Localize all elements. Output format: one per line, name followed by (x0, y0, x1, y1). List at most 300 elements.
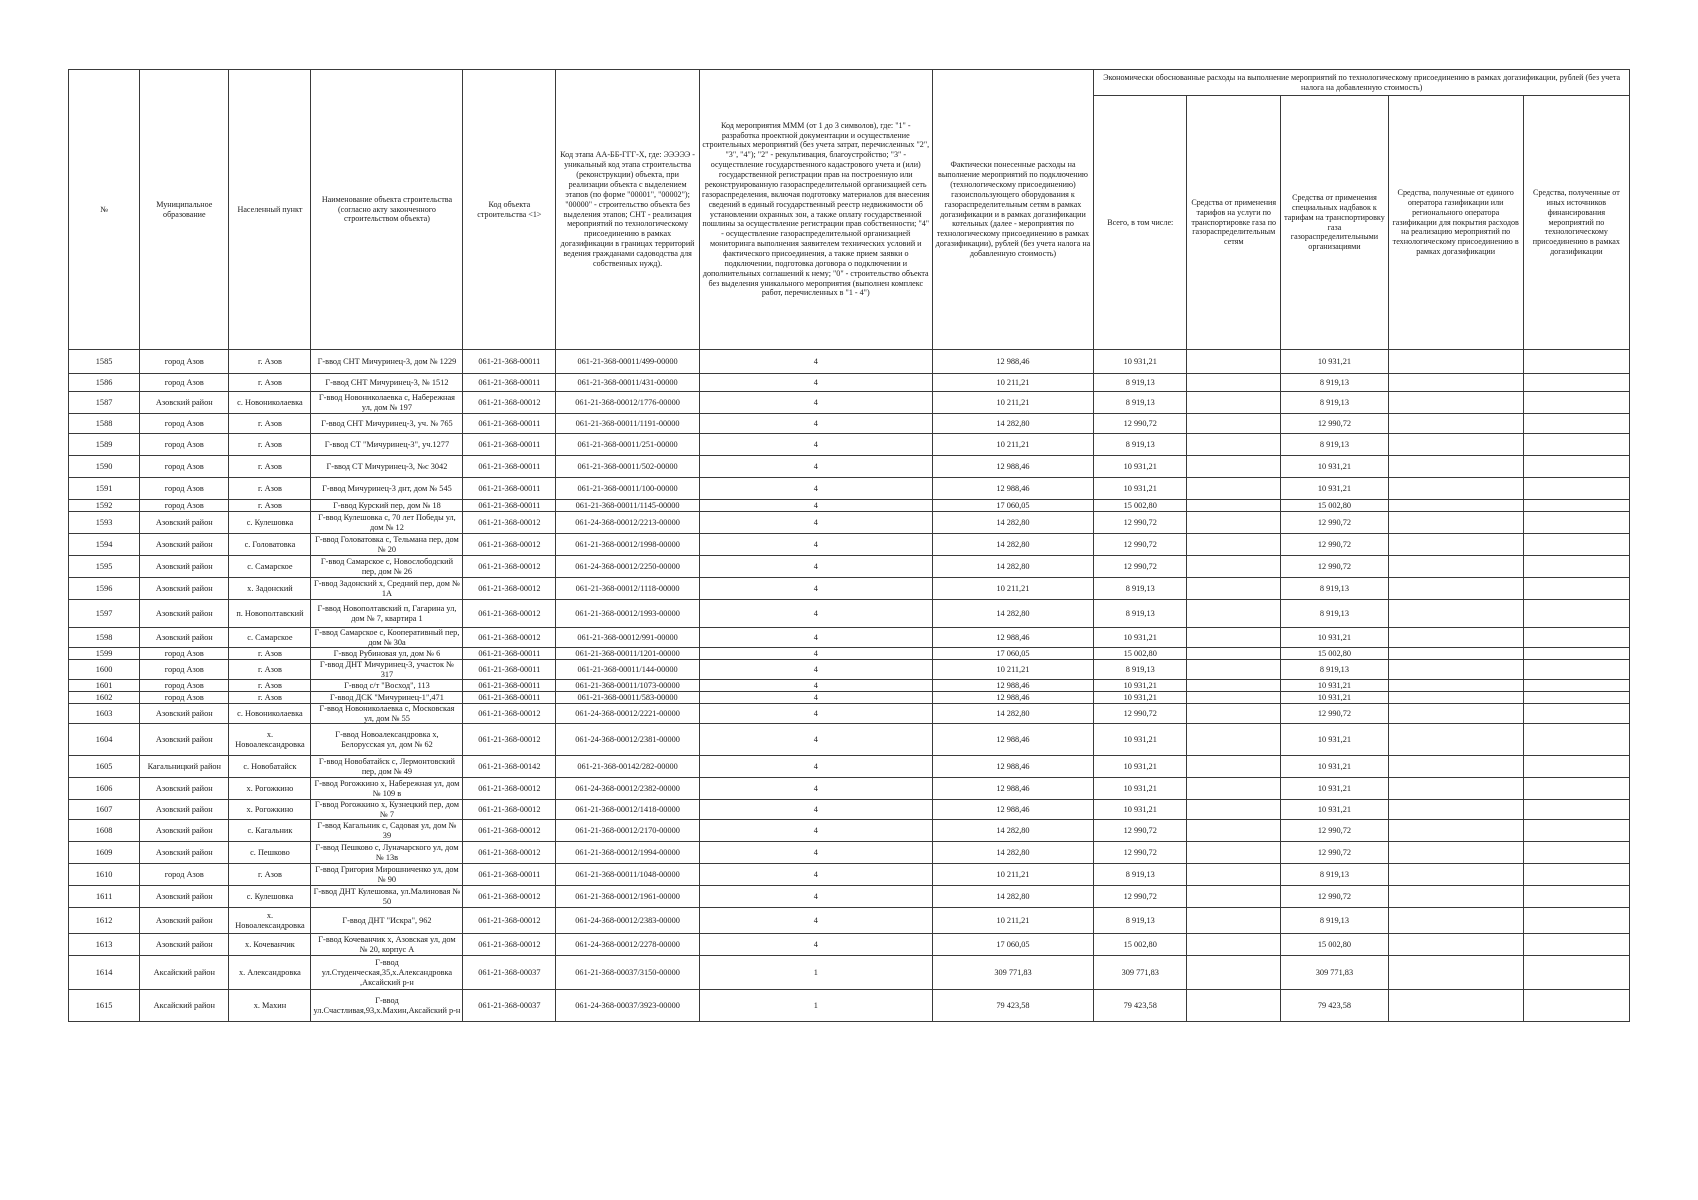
row-operator-funds (1388, 556, 1523, 578)
row-num: 1592 (69, 500, 140, 512)
table-body (69, 350, 1630, 1022)
row-object-code: 061-21-368-00011 (463, 350, 556, 374)
row-other-funds (1523, 434, 1629, 456)
row-object-name: Г-ввод ДСК "Мичуринец-1",471 (311, 692, 463, 704)
row-object-code: 061-21-368-00012 (463, 934, 556, 956)
row-municipality: город Азов (140, 864, 229, 886)
row-municipality: город Азов (140, 414, 229, 434)
row-stage-code: 061-21-368-00011/1191-00000 (556, 414, 700, 434)
row-actual-costs: 14 282,80 (932, 556, 1094, 578)
row-operator-funds (1388, 350, 1523, 374)
header-stage-code: Код этапа АА-ББ-ГГГ-Х, где: ЭЭЭЭЭ - уникальный код этапа строительства (реконструкции) объекта, при реализации объекта с выделением этапов (по форме "00001", "00002"); "00000" - строительство объекта без выделения этапов; СНТ - реализация мероприятий по технологическому присоединению в рамках догазификации в границах территорий ведения гражданами садоводства для собственных нужд). (556, 70, 700, 350)
row-tariff-funds (1187, 478, 1281, 500)
row-surcharge-funds: 10 931,21 (1281, 456, 1388, 478)
row-num: 1591 (69, 478, 140, 500)
row-operator-funds (1388, 800, 1523, 820)
row-operator-funds (1388, 434, 1523, 456)
row-surcharge-funds: 10 931,21 (1281, 724, 1388, 756)
row-object-name: Г-ввод СНТ Мичуринец-3, № 1512 (311, 374, 463, 392)
table-row (69, 434, 1630, 456)
row-total: 12 990,72 (1094, 534, 1187, 556)
row-surcharge-funds: 12 990,72 (1281, 414, 1388, 434)
row-object-code: 061-21-368-00011 (463, 374, 556, 392)
row-total: 10 931,21 (1094, 756, 1187, 778)
table-row (69, 478, 1630, 500)
row-tariff-funds (1187, 456, 1281, 478)
row-surcharge-funds: 8 919,13 (1281, 908, 1388, 934)
row-num: 1598 (69, 628, 140, 648)
row-settlement: с. Новониколаевка (229, 704, 311, 724)
table-row (69, 414, 1630, 434)
table-row (69, 864, 1630, 886)
row-actual-costs: 12 988,46 (932, 800, 1094, 820)
row-surcharge-funds: 8 919,13 (1281, 434, 1388, 456)
header-num: № (69, 70, 140, 350)
row-other-funds (1523, 512, 1629, 534)
row-event-code: 4 (699, 414, 932, 434)
row-tariff-funds (1187, 434, 1281, 456)
row-surcharge-funds: 12 990,72 (1281, 534, 1388, 556)
row-other-funds (1523, 534, 1629, 556)
row-tariff-funds (1187, 800, 1281, 820)
row-other-funds (1523, 350, 1629, 374)
row-surcharge-funds: 8 919,13 (1281, 374, 1388, 392)
row-num: 1599 (69, 648, 140, 660)
row-total: 15 002,80 (1094, 648, 1187, 660)
row-stage-code: 061-24-368-00012/2221-00000 (556, 704, 700, 724)
row-settlement: х. Кочеванчик (229, 934, 311, 956)
row-actual-costs: 12 988,46 (932, 478, 1094, 500)
row-municipality: город Азов (140, 434, 229, 456)
row-operator-funds (1388, 756, 1523, 778)
row-total: 10 931,21 (1094, 800, 1187, 820)
row-stage-code: 061-21-368-00011/1073-00000 (556, 680, 700, 692)
row-total: 10 931,21 (1094, 680, 1187, 692)
row-tariff-funds (1187, 628, 1281, 648)
row-tariff-funds (1187, 374, 1281, 392)
row-operator-funds (1388, 660, 1523, 680)
row-operator-funds (1388, 934, 1523, 956)
row-settlement: г. Азов (229, 414, 311, 434)
row-actual-costs: 14 282,80 (932, 414, 1094, 434)
row-surcharge-funds: 10 931,21 (1281, 756, 1388, 778)
row-event-code: 4 (699, 512, 932, 534)
row-actual-costs: 12 988,46 (932, 680, 1094, 692)
row-actual-costs: 17 060,05 (932, 500, 1094, 512)
table-row (69, 374, 1630, 392)
row-event-code: 4 (699, 374, 932, 392)
row-settlement: х. Рогожкино (229, 800, 311, 820)
row-object-name: Г-ввод ДНТ Кулешовка, ул.Малиновая № 50 (311, 886, 463, 908)
row-tariff-funds (1187, 842, 1281, 864)
row-actual-costs: 10 211,21 (932, 392, 1094, 414)
row-object-name: Г-ввод Пешково с, Луначарского ул, дом № 13в (311, 842, 463, 864)
row-settlement: г. Азов (229, 500, 311, 512)
row-settlement: г. Азов (229, 478, 311, 500)
row-stage-code: 061-21-368-00012/1118-00000 (556, 578, 700, 600)
table-row (69, 600, 1630, 628)
row-municipality: Азовский район (140, 628, 229, 648)
table-row (69, 886, 1630, 908)
row-tariff-funds (1187, 934, 1281, 956)
row-actual-costs: 12 988,46 (932, 756, 1094, 778)
row-municipality: Азовский район (140, 724, 229, 756)
row-stage-code: 061-21-368-00012/1961-00000 (556, 886, 700, 908)
row-municipality: Азовский район (140, 578, 229, 600)
row-tariff-funds (1187, 600, 1281, 628)
row-actual-costs: 17 060,05 (932, 648, 1094, 660)
header-tariff-funds: Средства от применения тарифов на услуги по транспортировке газа по газораспределительным сетям (1187, 96, 1281, 350)
row-surcharge-funds: 8 919,13 (1281, 578, 1388, 600)
row-num: 1590 (69, 456, 140, 478)
row-num: 1586 (69, 374, 140, 392)
table-row (69, 842, 1630, 864)
row-num: 1585 (69, 350, 140, 374)
row-total: 12 990,72 (1094, 886, 1187, 908)
row-operator-funds (1388, 724, 1523, 756)
row-municipality: город Азов (140, 456, 229, 478)
row-stage-code: 061-21-368-00011/583-00000 (556, 692, 700, 704)
row-actual-costs: 10 211,21 (932, 660, 1094, 680)
row-operator-funds (1388, 578, 1523, 600)
header-operator-funds: Средства, полученные от единого оператора газификации или регионального оператора газификации для покрытия расходов на реализацию мероприятий по технологическому присоединению в рамках догазификации (1388, 96, 1523, 350)
table-row (69, 500, 1630, 512)
row-other-funds (1523, 724, 1629, 756)
table-row (69, 800, 1630, 820)
row-num: 1601 (69, 680, 140, 692)
row-object-code: 061-21-368-00011 (463, 478, 556, 500)
row-settlement: х. Махин (229, 990, 311, 1022)
row-object-name: Г-ввод ул.Студенческая,35,х.Александровка ,Аксайский р-н (311, 956, 463, 990)
row-object-code: 061-21-368-00011 (463, 680, 556, 692)
row-object-code: 061-21-368-00012 (463, 704, 556, 724)
row-total: 309 771,83 (1094, 956, 1187, 990)
row-surcharge-funds: 8 919,13 (1281, 600, 1388, 628)
row-event-code: 4 (699, 724, 932, 756)
row-event-code: 4 (699, 934, 932, 956)
row-operator-funds (1388, 886, 1523, 908)
row-total: 12 990,72 (1094, 820, 1187, 842)
row-surcharge-funds: 15 002,80 (1281, 648, 1388, 660)
row-municipality: Азовский район (140, 820, 229, 842)
row-object-name: Г-ввод Новоалександровка х, Белорусская ул, дом № 62 (311, 724, 463, 756)
row-num: 1611 (69, 886, 140, 908)
row-object-code: 061-21-368-00012 (463, 534, 556, 556)
row-operator-funds (1388, 956, 1523, 990)
row-object-code: 061-21-368-00037 (463, 956, 556, 990)
header-settlement: Населенный пункт (229, 70, 311, 350)
row-municipality: Азовский район (140, 934, 229, 956)
row-municipality: Азовский район (140, 512, 229, 534)
row-event-code: 4 (699, 864, 932, 886)
row-event-code: 4 (699, 908, 932, 934)
table-row (69, 990, 1630, 1022)
row-object-code: 061-21-368-00012 (463, 578, 556, 600)
row-num: 1607 (69, 800, 140, 820)
row-stage-code: 061-21-368-00011/1048-00000 (556, 864, 700, 886)
row-actual-costs: 12 988,46 (932, 778, 1094, 800)
row-municipality: Азовский район (140, 392, 229, 414)
row-operator-funds (1388, 414, 1523, 434)
row-municipality: Азовский район (140, 600, 229, 628)
row-event-code: 4 (699, 692, 932, 704)
row-stage-code: 061-21-368-00012/1993-00000 (556, 600, 700, 628)
row-actual-costs: 14 282,80 (932, 820, 1094, 842)
table-row (69, 908, 1630, 934)
row-municipality: город Азов (140, 478, 229, 500)
row-tariff-funds (1187, 778, 1281, 800)
row-tariff-funds (1187, 704, 1281, 724)
table-row (69, 578, 1630, 600)
row-object-name: Г-ввод Головатовка с, Тельмана пер, дом № 20 (311, 534, 463, 556)
row-settlement: х. Задонский (229, 578, 311, 600)
row-municipality: Аксайский район (140, 990, 229, 1022)
row-event-code: 4 (699, 628, 932, 648)
row-other-funds (1523, 956, 1629, 990)
row-stage-code: 061-21-368-00011/431-00000 (556, 374, 700, 392)
row-stage-code: 061-24-368-00012/2383-00000 (556, 908, 700, 934)
row-operator-funds (1388, 990, 1523, 1022)
row-surcharge-funds: 10 931,21 (1281, 800, 1388, 820)
row-object-code: 061-21-368-00012 (463, 600, 556, 628)
row-object-name: Г-ввод Новониколаевка с, Московская ул, дом № 55 (311, 704, 463, 724)
table-row (69, 392, 1630, 414)
row-settlement: х. Новоалександровка (229, 724, 311, 756)
row-surcharge-funds: 309 771,83 (1281, 956, 1388, 990)
row-municipality: город Азов (140, 692, 229, 704)
row-object-code: 061-21-368-00012 (463, 778, 556, 800)
row-surcharge-funds: 12 990,72 (1281, 704, 1388, 724)
row-settlement: х. Новоалександровка (229, 908, 311, 934)
row-event-code: 4 (699, 680, 932, 692)
row-actual-costs: 10 211,21 (932, 864, 1094, 886)
row-total: 8 919,13 (1094, 392, 1187, 414)
row-other-funds (1523, 934, 1629, 956)
row-object-name: Г-ввод Задонский х, Средний пер, дом № 1А (311, 578, 463, 600)
row-object-name: Г-ввод СНТ Мичуринец-3, уч. № 765 (311, 414, 463, 434)
row-num: 1603 (69, 704, 140, 724)
row-operator-funds (1388, 842, 1523, 864)
row-other-funds (1523, 392, 1629, 414)
row-settlement: г. Азов (229, 648, 311, 660)
row-settlement: с. Пешково (229, 842, 311, 864)
row-object-name: Г-ввод ул.Счастливая,93,х.Махин,Аксайский р-н (311, 990, 463, 1022)
row-num: 1613 (69, 934, 140, 956)
row-municipality: Кагальницкий район (140, 756, 229, 778)
row-settlement: г. Азов (229, 680, 311, 692)
row-other-funds (1523, 704, 1629, 724)
row-object-name: Г-ввод Кочеванчик х, Азовская ул, дом № 20, корпус А (311, 934, 463, 956)
row-event-code: 4 (699, 778, 932, 800)
row-num: 1587 (69, 392, 140, 414)
row-num: 1589 (69, 434, 140, 456)
header-object-code: Код объекта строительства <1> (463, 70, 556, 350)
row-municipality: Азовский район (140, 800, 229, 820)
row-other-funds (1523, 374, 1629, 392)
row-stage-code: 061-21-368-00012/1776-00000 (556, 392, 700, 414)
row-actual-costs: 10 211,21 (932, 434, 1094, 456)
row-object-name: Г-ввод СНТ Мичуринец-3, дом № 1229 (311, 350, 463, 374)
row-object-code: 061-21-368-00011 (463, 434, 556, 456)
row-operator-funds (1388, 648, 1523, 660)
row-stage-code: 061-24-368-00012/2381-00000 (556, 724, 700, 756)
row-num: 1595 (69, 556, 140, 578)
row-municipality: Азовский район (140, 534, 229, 556)
row-object-code: 061-21-368-00012 (463, 886, 556, 908)
row-event-code: 4 (699, 350, 932, 374)
table-header (69, 70, 1630, 350)
row-actual-costs: 14 282,80 (932, 512, 1094, 534)
table-row (69, 692, 1630, 704)
row-total: 8 919,13 (1094, 374, 1187, 392)
row-operator-funds (1388, 374, 1523, 392)
row-stage-code: 061-24-368-00037/3923-00000 (556, 990, 700, 1022)
row-object-name: Г-ввод Рогожкино х, Набережная ул, дом № 109 в (311, 778, 463, 800)
row-event-code: 4 (699, 456, 932, 478)
row-num: 1593 (69, 512, 140, 534)
table-row (69, 680, 1630, 692)
row-object-name: Г-ввод ДНТ Мичуринец-3, участок № 317 (311, 660, 463, 680)
row-operator-funds (1388, 392, 1523, 414)
row-event-code: 4 (699, 578, 932, 600)
row-stage-code: 061-21-368-00142/282-00000 (556, 756, 700, 778)
row-stage-code: 061-24-368-00012/2382-00000 (556, 778, 700, 800)
row-surcharge-funds: 79 423,58 (1281, 990, 1388, 1022)
row-object-code: 061-21-368-00011 (463, 692, 556, 704)
row-tariff-funds (1187, 660, 1281, 680)
table-row (69, 956, 1630, 990)
table-row (69, 556, 1630, 578)
table-row (69, 456, 1630, 478)
row-settlement: с. Самарское (229, 628, 311, 648)
row-object-code: 061-21-368-00012 (463, 724, 556, 756)
row-total: 15 002,80 (1094, 934, 1187, 956)
row-num: 1588 (69, 414, 140, 434)
table-row (69, 628, 1630, 648)
row-municipality: Аксайский район (140, 956, 229, 990)
row-tariff-funds (1187, 756, 1281, 778)
row-total: 12 990,72 (1094, 842, 1187, 864)
row-stage-code: 061-21-368-00011/1145-00000 (556, 500, 700, 512)
table-row (69, 778, 1630, 800)
row-surcharge-funds: 15 002,80 (1281, 500, 1388, 512)
row-surcharge-funds: 8 919,13 (1281, 392, 1388, 414)
row-object-code: 061-21-368-00012 (463, 392, 556, 414)
header-surcharge-funds: Средства от применения специальных надбавок к тарифам на транспортировку газа газораспределительными организациями (1281, 96, 1388, 350)
row-tariff-funds (1187, 820, 1281, 842)
data-table (68, 69, 1630, 1022)
row-operator-funds (1388, 864, 1523, 886)
row-surcharge-funds: 12 990,72 (1281, 820, 1388, 842)
row-stage-code: 061-24-368-00012/2278-00000 (556, 934, 700, 956)
header-municipality: Муниципальное образование (140, 70, 229, 350)
row-num: 1602 (69, 692, 140, 704)
row-actual-costs: 14 282,80 (932, 600, 1094, 628)
row-num: 1615 (69, 990, 140, 1022)
row-settlement: г. Азов (229, 864, 311, 886)
row-settlement: с. Новобатайск (229, 756, 311, 778)
row-operator-funds (1388, 704, 1523, 724)
table-row (69, 934, 1630, 956)
row-settlement: г. Азов (229, 434, 311, 456)
table-row (69, 512, 1630, 534)
row-total: 10 931,21 (1094, 724, 1187, 756)
row-event-code: 4 (699, 820, 932, 842)
row-tariff-funds (1187, 578, 1281, 600)
row-object-name: Г-ввод Новониколаевка с, Набережная ул, дом № 197 (311, 392, 463, 414)
row-object-code: 061-21-368-00012 (463, 628, 556, 648)
row-object-name: Г-ввод Курский пер, дом № 18 (311, 500, 463, 512)
row-stage-code: 061-21-368-00011/1201-00000 (556, 648, 700, 660)
row-other-funds (1523, 990, 1629, 1022)
row-num: 1612 (69, 908, 140, 934)
row-event-code: 4 (699, 704, 932, 724)
row-other-funds (1523, 500, 1629, 512)
row-total: 8 919,13 (1094, 908, 1187, 934)
row-settlement: г. Азов (229, 692, 311, 704)
row-total: 8 919,13 (1094, 434, 1187, 456)
row-other-funds (1523, 800, 1629, 820)
row-tariff-funds (1187, 512, 1281, 534)
table-row (69, 820, 1630, 842)
row-stage-code: 061-21-368-00011/144-00000 (556, 660, 700, 680)
row-other-funds (1523, 692, 1629, 704)
row-actual-costs: 12 988,46 (932, 456, 1094, 478)
row-actual-costs: 12 988,46 (932, 724, 1094, 756)
table-row (69, 724, 1630, 756)
row-event-code: 4 (699, 434, 932, 456)
row-other-funds (1523, 660, 1629, 680)
row-settlement: г. Азов (229, 660, 311, 680)
row-event-code: 4 (699, 800, 932, 820)
row-municipality: город Азов (140, 350, 229, 374)
row-object-code: 061-21-368-00012 (463, 556, 556, 578)
row-stage-code: 061-21-368-00012/991-00000 (556, 628, 700, 648)
row-other-funds (1523, 600, 1629, 628)
row-tariff-funds (1187, 534, 1281, 556)
row-object-code: 061-21-368-00012 (463, 908, 556, 934)
row-actual-costs: 14 282,80 (932, 534, 1094, 556)
row-object-name: Г-ввод Мичуринец-3 днт, дом № 545 (311, 478, 463, 500)
row-event-code: 4 (699, 648, 932, 660)
row-surcharge-funds: 12 990,72 (1281, 556, 1388, 578)
row-actual-costs: 10 211,21 (932, 578, 1094, 600)
row-event-code: 4 (699, 534, 932, 556)
row-total: 79 423,58 (1094, 990, 1187, 1022)
row-object-code: 061-21-368-00012 (463, 800, 556, 820)
row-event-code: 4 (699, 886, 932, 908)
row-actual-costs: 309 771,83 (932, 956, 1094, 990)
row-operator-funds (1388, 820, 1523, 842)
row-actual-costs: 14 282,80 (932, 842, 1094, 864)
header-event-code: Код мероприятия МММ (от 1 до 3 символов), где: "1" - разработка проектной документации и осуществление строительных мероприятий (без учета затрат, перечисленных "2", "3", "4"); "2" - рекультивация, благоустройство; "3" - осуществление государственного кадастрового учета и (или) государственной регистрации прав на построенную или реконструированную газораспределительной организацией сеть газораспределения, включая подготовку материалов для внесения сведений в единый государственный реестр недвижимости об установлении охранных зон, а также оплату государственной пошлины за осуществление регистрации прав собственности; "4" - осуществление газораспределительной организацией мониторинга выполнения заявителем технических условий и фактического присоединения, а также прием заявки о подключении, подготовка договора о подключении и дополнительных соглашений к нему; "0" - строительство объекта без выделения уникального мероприятия (выполнен комплекс работ, перечисленных в "1 - 4") (699, 70, 932, 350)
row-stage-code: 061-21-368-00012/1998-00000 (556, 534, 700, 556)
row-surcharge-funds: 10 931,21 (1281, 628, 1388, 648)
row-object-code: 061-21-368-00011 (463, 660, 556, 680)
row-stage-code: 061-21-368-00037/3150-00000 (556, 956, 700, 990)
row-municipality: город Азов (140, 680, 229, 692)
row-settlement: с. Кагальник (229, 820, 311, 842)
row-actual-costs: 12 988,46 (932, 350, 1094, 374)
row-tariff-funds (1187, 864, 1281, 886)
row-tariff-funds (1187, 680, 1281, 692)
row-object-code: 061-21-368-00011 (463, 648, 556, 660)
row-municipality: Азовский район (140, 842, 229, 864)
row-settlement: с. Головатовка (229, 534, 311, 556)
row-surcharge-funds: 12 990,72 (1281, 842, 1388, 864)
row-settlement: х. Рогожкино (229, 778, 311, 800)
row-other-funds (1523, 414, 1629, 434)
